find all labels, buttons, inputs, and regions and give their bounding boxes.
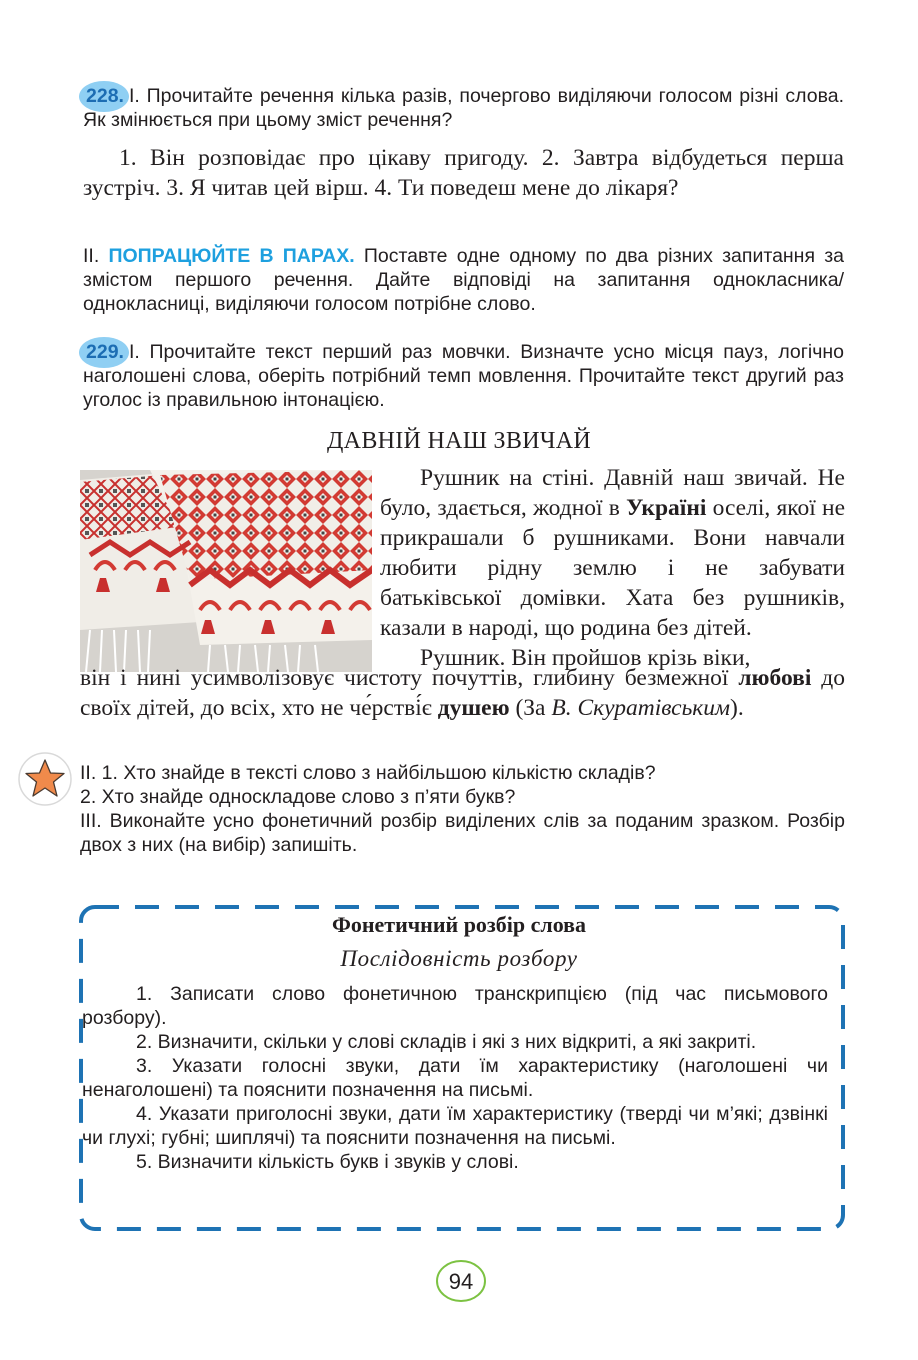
analysis-step: 3. Указати голосні звуки, дати їм характеристику (наголошені чи ненаголошені) та пояснити позначення на письмі. — [82, 1055, 828, 1101]
box-subtitle: Послідовність розбору — [340, 946, 578, 971]
pair-work-heading: ПОПРАЦЮЙТЕ В ПАРАХ. — [108, 245, 355, 267]
exercise-228-task — [83, 84, 844, 132]
exercise-229-questions — [80, 761, 845, 857]
part-label: ІІ. — [83, 245, 100, 267]
analysis-step: 1. Записати слово фонетичною транскрипцією (під час письмового розбору). — [82, 983, 828, 1029]
text-run: оселі, якої не прикрашали б рушниками. Вони навчали любити рідну землю і не забувати батьківської домівки. Хата без рушників, казали в народі, що родина без дітей. — [380, 495, 845, 641]
question-1: ІІ. 1. Хто знайде в тексті слово з найбільшою кількістю складів? — [80, 762, 656, 784]
analysis-step: 5. Визначити кількість букв і звуків у слові. — [136, 1151, 519, 1173]
text-paragraph-2 — [80, 663, 845, 723]
text-paragraph-2-start: Рушник. Він пройшов крізь віки, — [420, 645, 751, 671]
part2-text: Поставте одне одному по два різних запитання за змістом першого речення. Дайте відповіді на запитання однокласника/однокласниці, виділяючи голосом потрібне слово. — [83, 245, 844, 315]
highlighted-word: Україні — [626, 495, 707, 521]
author-name: В. Скуратівським — [551, 695, 731, 721]
exercise-number-badge: 228. — [83, 84, 127, 108]
page-number-badge — [435, 1259, 487, 1303]
exercise-228-part2 — [83, 244, 844, 316]
box-title: Фонетичний розбір слова — [331, 912, 587, 937]
question-3: ІІІ. Виконайте усно фонетичний розбір виділених слів за поданим зразком. Розбір двох з них (на вибір) запишіть. — [80, 810, 845, 856]
exercise-task-text: І. Прочитайте речення кілька разів, почергово виділяючи голосом різні слова. Як змінюється при цьому зміст речення? — [83, 85, 844, 131]
text-run: до своїх дітей, до всіх, хто не че́рстві́є — [80, 665, 845, 721]
embroidered-towel-image — [80, 470, 372, 672]
exercise-228-sentences: 1. Він розповідає про цікаву пригоду. 2. Завтра відбудеться перша зустріч. 3. Я читав цей вірш. 4. Ти поведеш мене до лікаря? — [83, 145, 844, 201]
page-number: 94 — [448, 1269, 474, 1294]
analysis-step: 2. Визначити, скільки у слові складів і які з них відкриті, а які закриті. — [136, 1031, 757, 1053]
text-title: ДАВНІЙ НАШ ЗВИЧАЙ — [327, 428, 591, 454]
text-run: Рушник на стіні. Давній наш звичай. Не було, здається, жодної в — [380, 465, 845, 521]
question-2: 2. Хто знайде односкладове слово з п’яти букв? — [80, 786, 516, 808]
analysis-steps — [82, 982, 828, 1174]
star-icon — [17, 751, 73, 807]
analysis-step: 4. Указати приголосні звуки, дати їм характеристику (тверді чи м’які; дзвінкі чи глухі; губні; шиплячі) та пояснити позначення на письмі. — [82, 1103, 828, 1149]
exercise-task-text: І. Прочитайте текст перший раз мовчки. Визначте усно місця пауз, логічно наголошені слова, оберіть потрібний темп мовлення. Прочитайте текст другий раз уголос із правильною інтонацією. — [83, 341, 844, 411]
text-paragraph-1 — [380, 463, 845, 673]
text-run: він і нині усимволізовує чистоту почуттів, глибину безмежної — [80, 665, 739, 691]
text-run: (За — [509, 695, 552, 721]
highlighted-word: душею — [437, 695, 510, 721]
text-run: ). — [730, 695, 744, 721]
exercise-229-task — [83, 340, 844, 412]
exercise-number-badge: 229. — [83, 340, 127, 364]
highlighted-word: любові — [738, 665, 812, 691]
